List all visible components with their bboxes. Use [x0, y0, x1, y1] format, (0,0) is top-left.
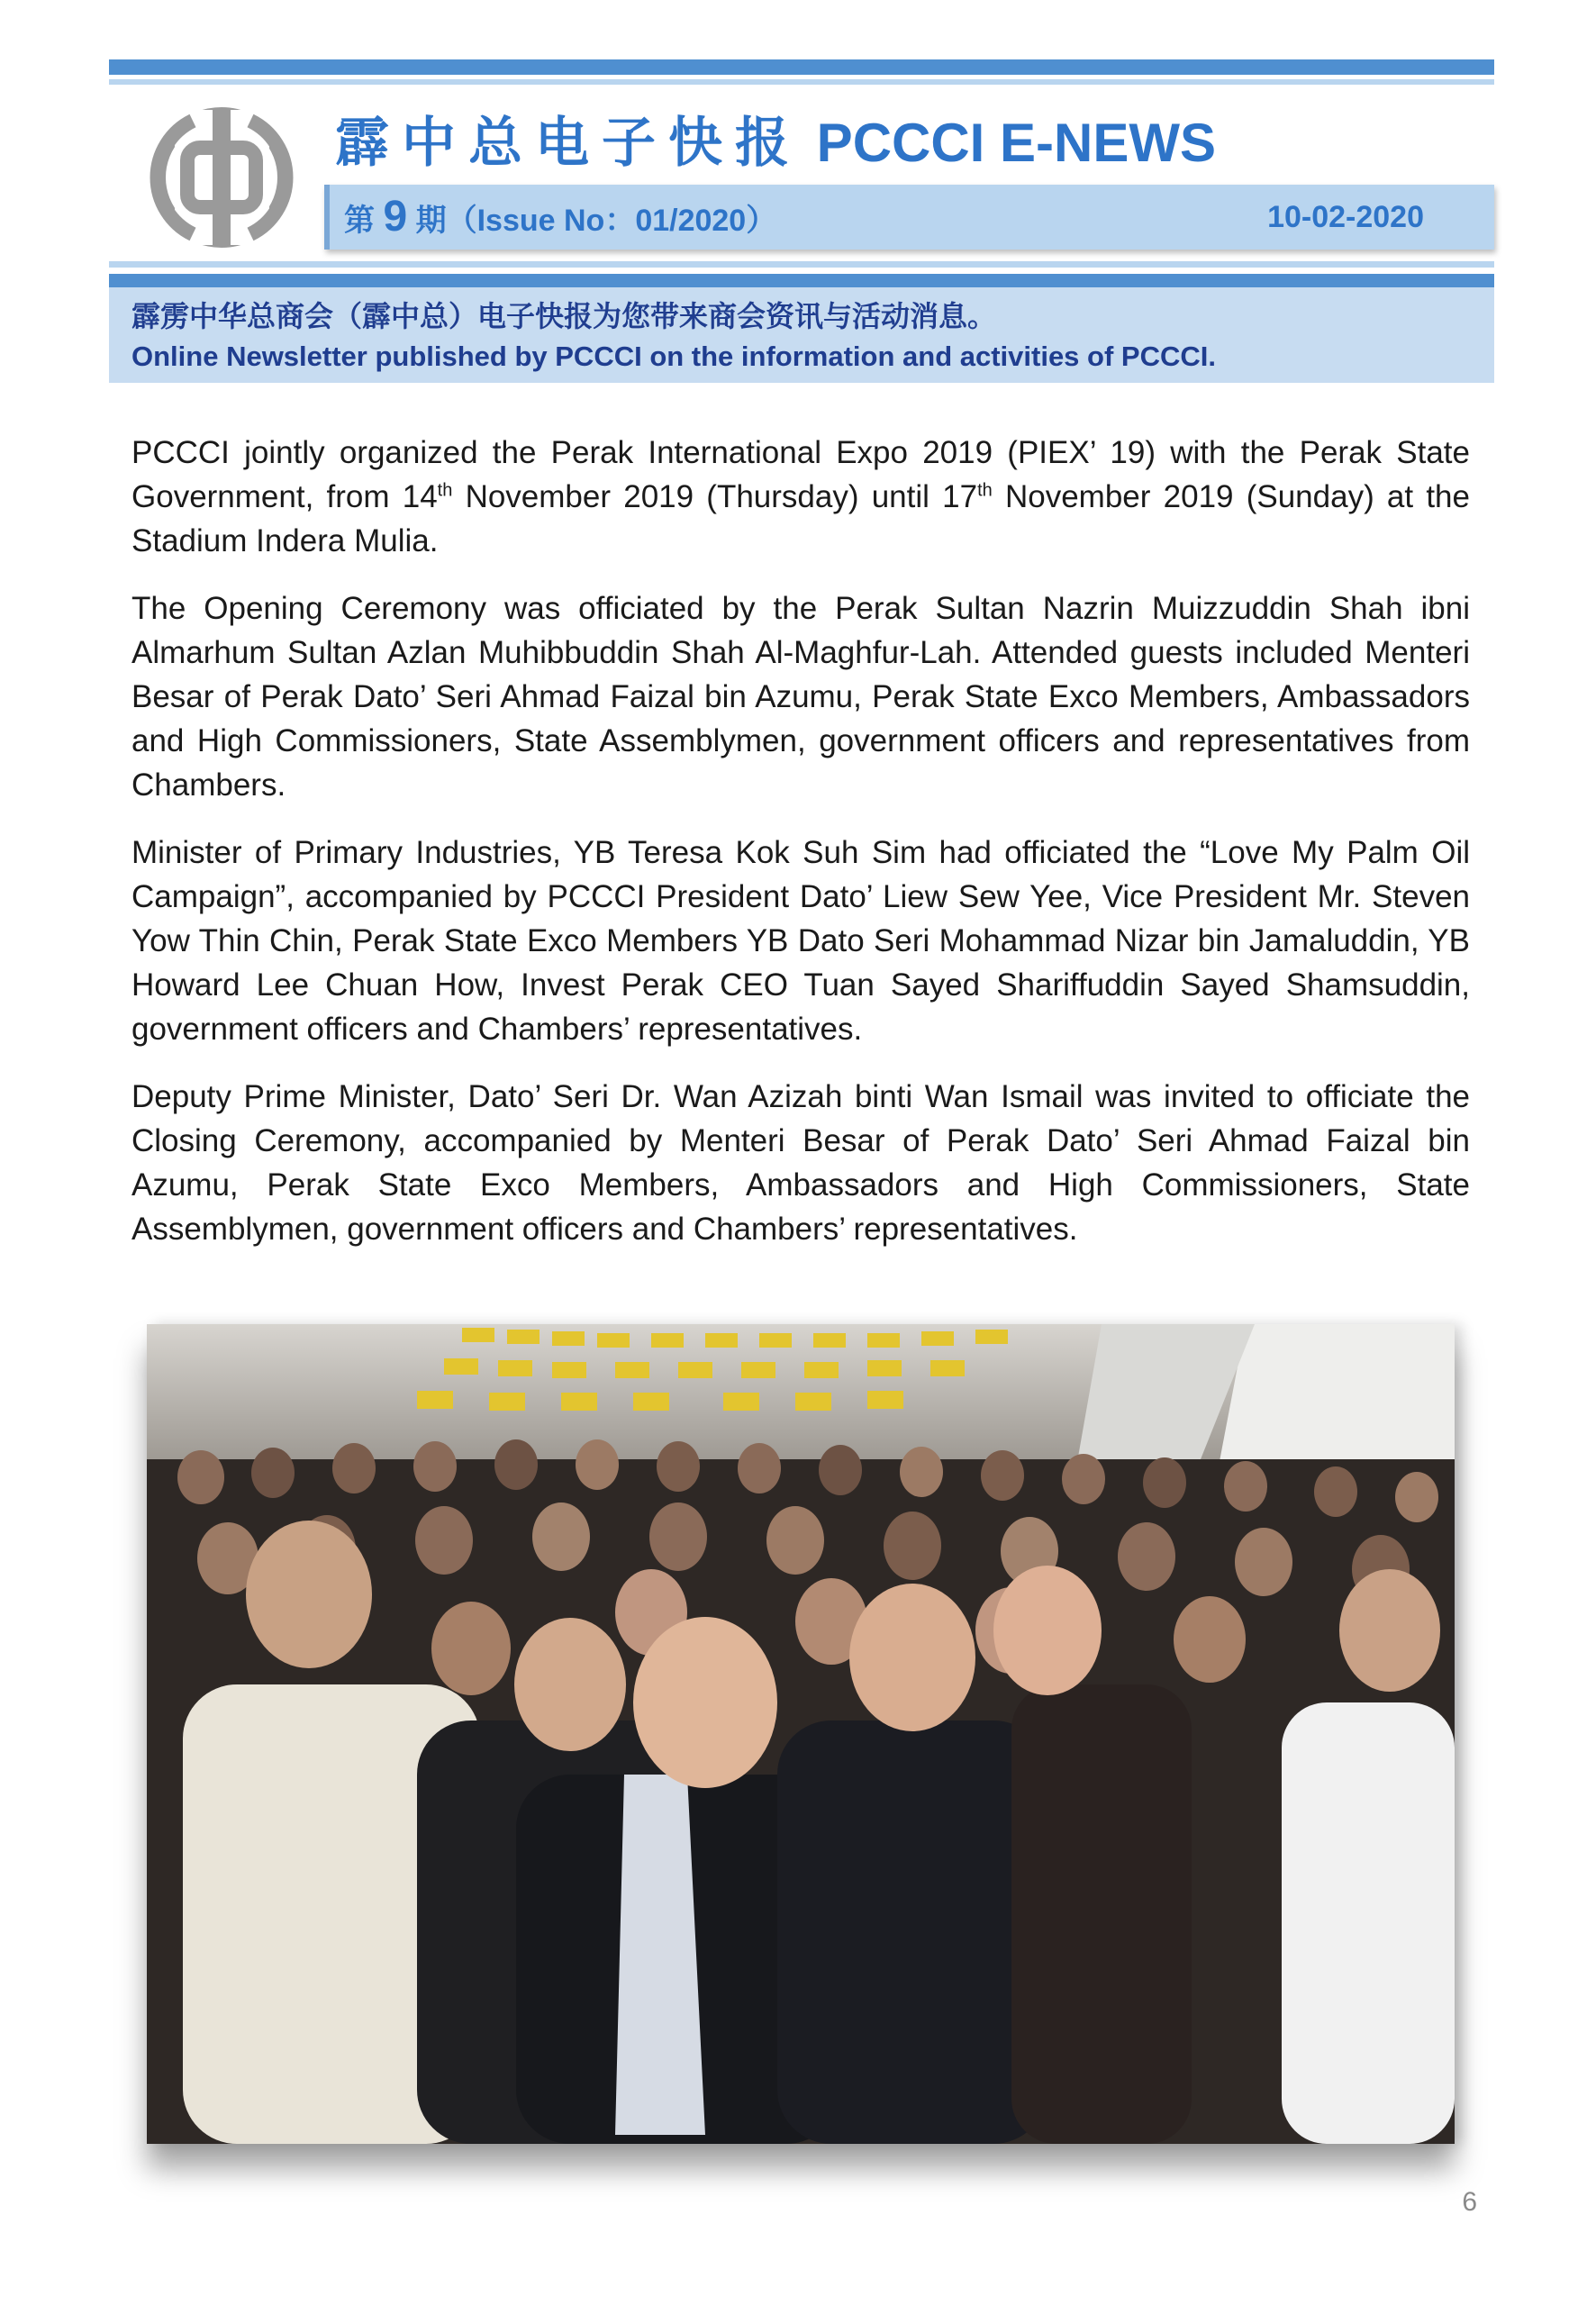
pccci-logo-icon [139, 101, 305, 254]
tagline-english: Online Newsletter published by PCCCI on the information and activities of PCCCI. [131, 340, 1216, 372]
title-english: PCCCI E-NEWS [816, 113, 1217, 173]
issue-band [324, 185, 1494, 250]
issue-detail: （Issue No：01/2020） [446, 204, 777, 238]
p1-sup-b: th [977, 480, 993, 501]
issue-prefix: 第 [344, 204, 375, 238]
issue-band-tick [324, 185, 330, 250]
p1-sup-a: th [437, 480, 453, 501]
tagline-band [109, 287, 1494, 383]
p1-text-a: PCCCI jointly organized the Perak International Expo 2019 (PIEX’ 19) with the Perak State Government, from 14 [131, 435, 1470, 514]
issue-date: 10-02-2020 [1267, 200, 1424, 234]
title-chinese: 霹中总电子快报 [335, 112, 802, 175]
header-top-thin-bar [109, 79, 1494, 85]
event-photo [147, 1324, 1455, 2144]
audience-photo-image [147, 1324, 1455, 2144]
header-mid-bar [109, 274, 1494, 287]
p1-text-b: November 2019 (Thursday) until 17 [452, 479, 978, 514]
page-number: 6 [1462, 2187, 1477, 2217]
article-body [131, 431, 1470, 1275]
issue-number: 9 [383, 193, 408, 241]
paragraph-expo-intro [131, 431, 1470, 563]
paragraph-closing-ceremony: Deputy Prime Minister, Dato’ Seri Dr. Wan Azizah binti Wan Ismail was invited to officiate the Closing Ceremony, accompanied by Menteri Besar of Perak Dato’ Seri Ahmad Faizal bin Azumu, Perak State Exco Members, Ambassadors and High Commissioners, State Assemblymen, government officers and Chambers’ representatives. [131, 1079, 1470, 1247]
newsletter-title [335, 106, 1416, 180]
p1-text-c: November 2019 (Sunday) at the Stadium Indera Mulia. [131, 479, 1470, 558]
tagline-chinese: 霹雳中华总商会（霹中总）电子快报为您带来商会资讯与活动消息。 [131, 299, 997, 333]
header-mid-thin-bar [109, 261, 1494, 268]
paragraph-palm-oil-campaign: Minister of Primary Industries, YB Teresa Kok Suh Sim had officiated the “Love My Palm Oil Campaign”, accompanied by PCCCI President Dato’ Liew Sew Yee, Vice President Mr. Steven Yow Thin Chin, Perak State Exco Members YB Dato Seri Mohammad Nizar bin Jamaluddin, YB Howard Lee Chuan How, Invest Perak CEO Tuan Sayed Shariffuddin Sayed Shamsuddin, government officers and Chambers’ representatives. [131, 835, 1470, 1047]
issue-info [344, 185, 776, 250]
issue-suffix: 期 [415, 204, 447, 238]
header-top-bar [109, 59, 1494, 75]
paragraph-opening-ceremony: The Opening Ceremony was officiated by the Perak Sultan Nazrin Muizzuddin Shah ibni Almarhum Sultan Azlan Muhibbuddin Shah Al-Maghfur-Lah. Attended guests included Menteri Besar of Perak Dato’ Seri Ahmad Faizal bin Azumu, Perak State Exco Members, Ambassadors and High Commissioners, State Assemblymen, government officers and representatives from Chambers. [131, 591, 1470, 803]
